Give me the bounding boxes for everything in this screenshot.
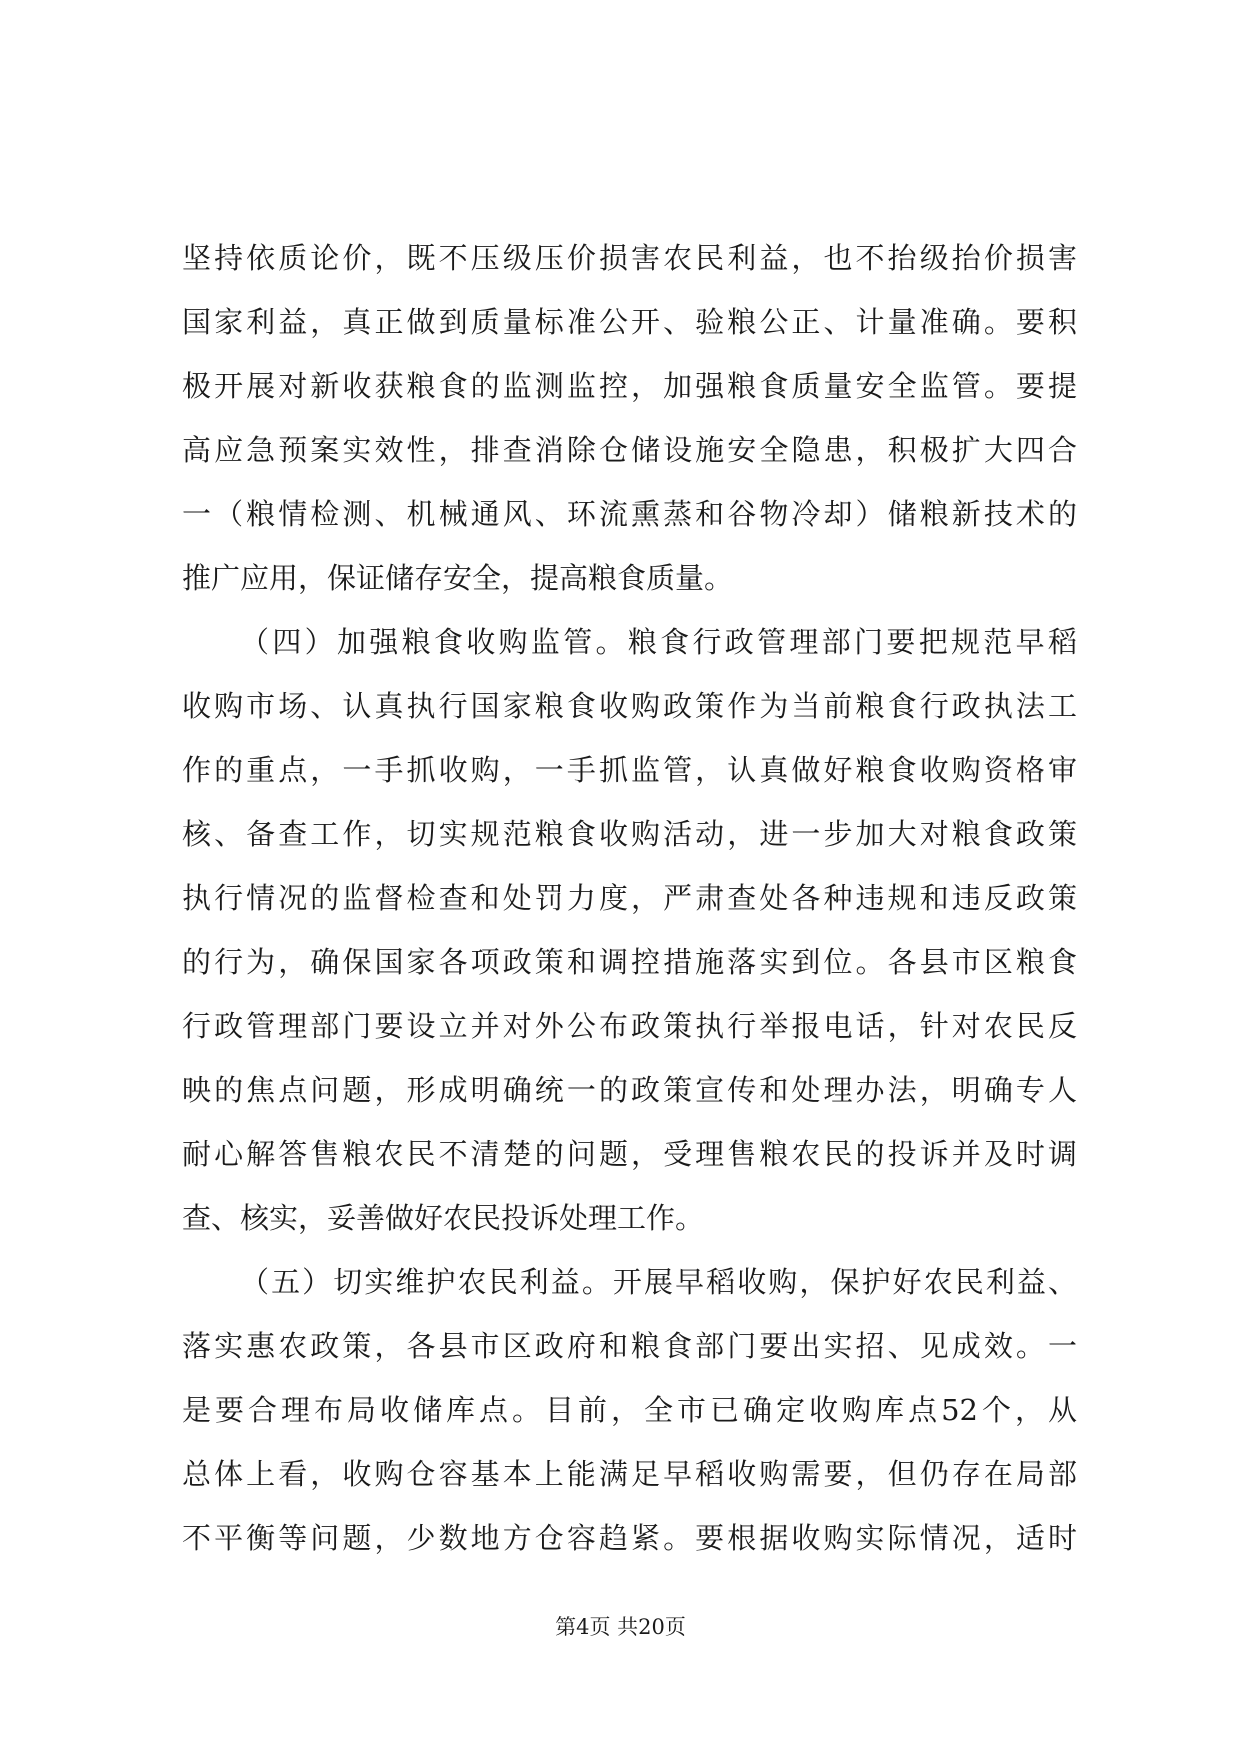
text-line: 行政管理部门要设立并对外公布政策执行举报电话，针对农民反	[182, 1009, 1077, 1043]
text-line: 高应急预案实效性，排查消除仓储设施安全隐患，积极扩大四合	[182, 433, 1077, 467]
text-line: 国家利益，真正做到质量标准公开、验粮公正、计量准确。要积	[182, 305, 1077, 339]
text-line: 作的重点，一手抓收购，一手抓监管，认真做好粮食收购资格审	[182, 753, 1077, 787]
text-line: 一（粮情检测、机械通风、环流熏蒸和谷物冷却）储粮新技术的	[182, 497, 1077, 531]
text-line: 执行情况的监督检查和处罚力度，严肃查处各种违规和违反政策	[182, 881, 1077, 915]
body-text	[182, 226, 1077, 1570]
text-line: 映的焦点问题，形成明确统一的政策宣传和处理办法，明确专人	[182, 1073, 1077, 1107]
text-line: 的行为，确保国家各项政策和调控措施落实到位。各县市区粮食	[182, 945, 1077, 979]
text-line: 极开展对新收获粮食的监测监控，加强粮食质量安全监管。要提	[182, 369, 1077, 403]
page-number-footer: 第4页 共20页	[555, 1615, 686, 1639]
paragraph-heading-line: （四）加强粮食收购监管。粮食行政管理部门要把规范早稻	[240, 625, 1077, 659]
text-line: 是要合理布局收储库点。目前，全市已确定收购库点52个，从	[182, 1393, 1077, 1427]
text-line: 坚持依质论价，既不压级压价损害农民利益，也不抬级抬价损害	[182, 241, 1077, 275]
text-line: 推广应用，保证储存安全，提高粮食质量。	[182, 561, 734, 595]
text-line: 核、备查工作，切实规范粮食收购活动，进一步加大对粮食政策	[182, 817, 1077, 851]
text-line: 查、核实，妥善做好农民投诉处理工作。	[182, 1201, 705, 1235]
text-line: 不平衡等问题，少数地方仓容趋紧。要根据收购实际情况，适时	[182, 1521, 1077, 1555]
text-line: 耐心解答售粮农民不清楚的问题，受理售粮农民的投诉并及时调	[182, 1137, 1077, 1171]
text-line: 收购市场、认真执行国家粮食收购政策作为当前粮食行政执法工	[182, 689, 1077, 723]
paragraph-heading-line: （五）切实维护农民利益。开展早稻收购，保护好农民利益、	[240, 1265, 1077, 1299]
text-line: 总体上看，收购仓容基本上能满足早稻收购需要，但仍存在局部	[182, 1457, 1077, 1491]
text-line: 落实惠农政策，各县市区政府和粮食部门要出实招、见成效。一	[182, 1329, 1077, 1363]
